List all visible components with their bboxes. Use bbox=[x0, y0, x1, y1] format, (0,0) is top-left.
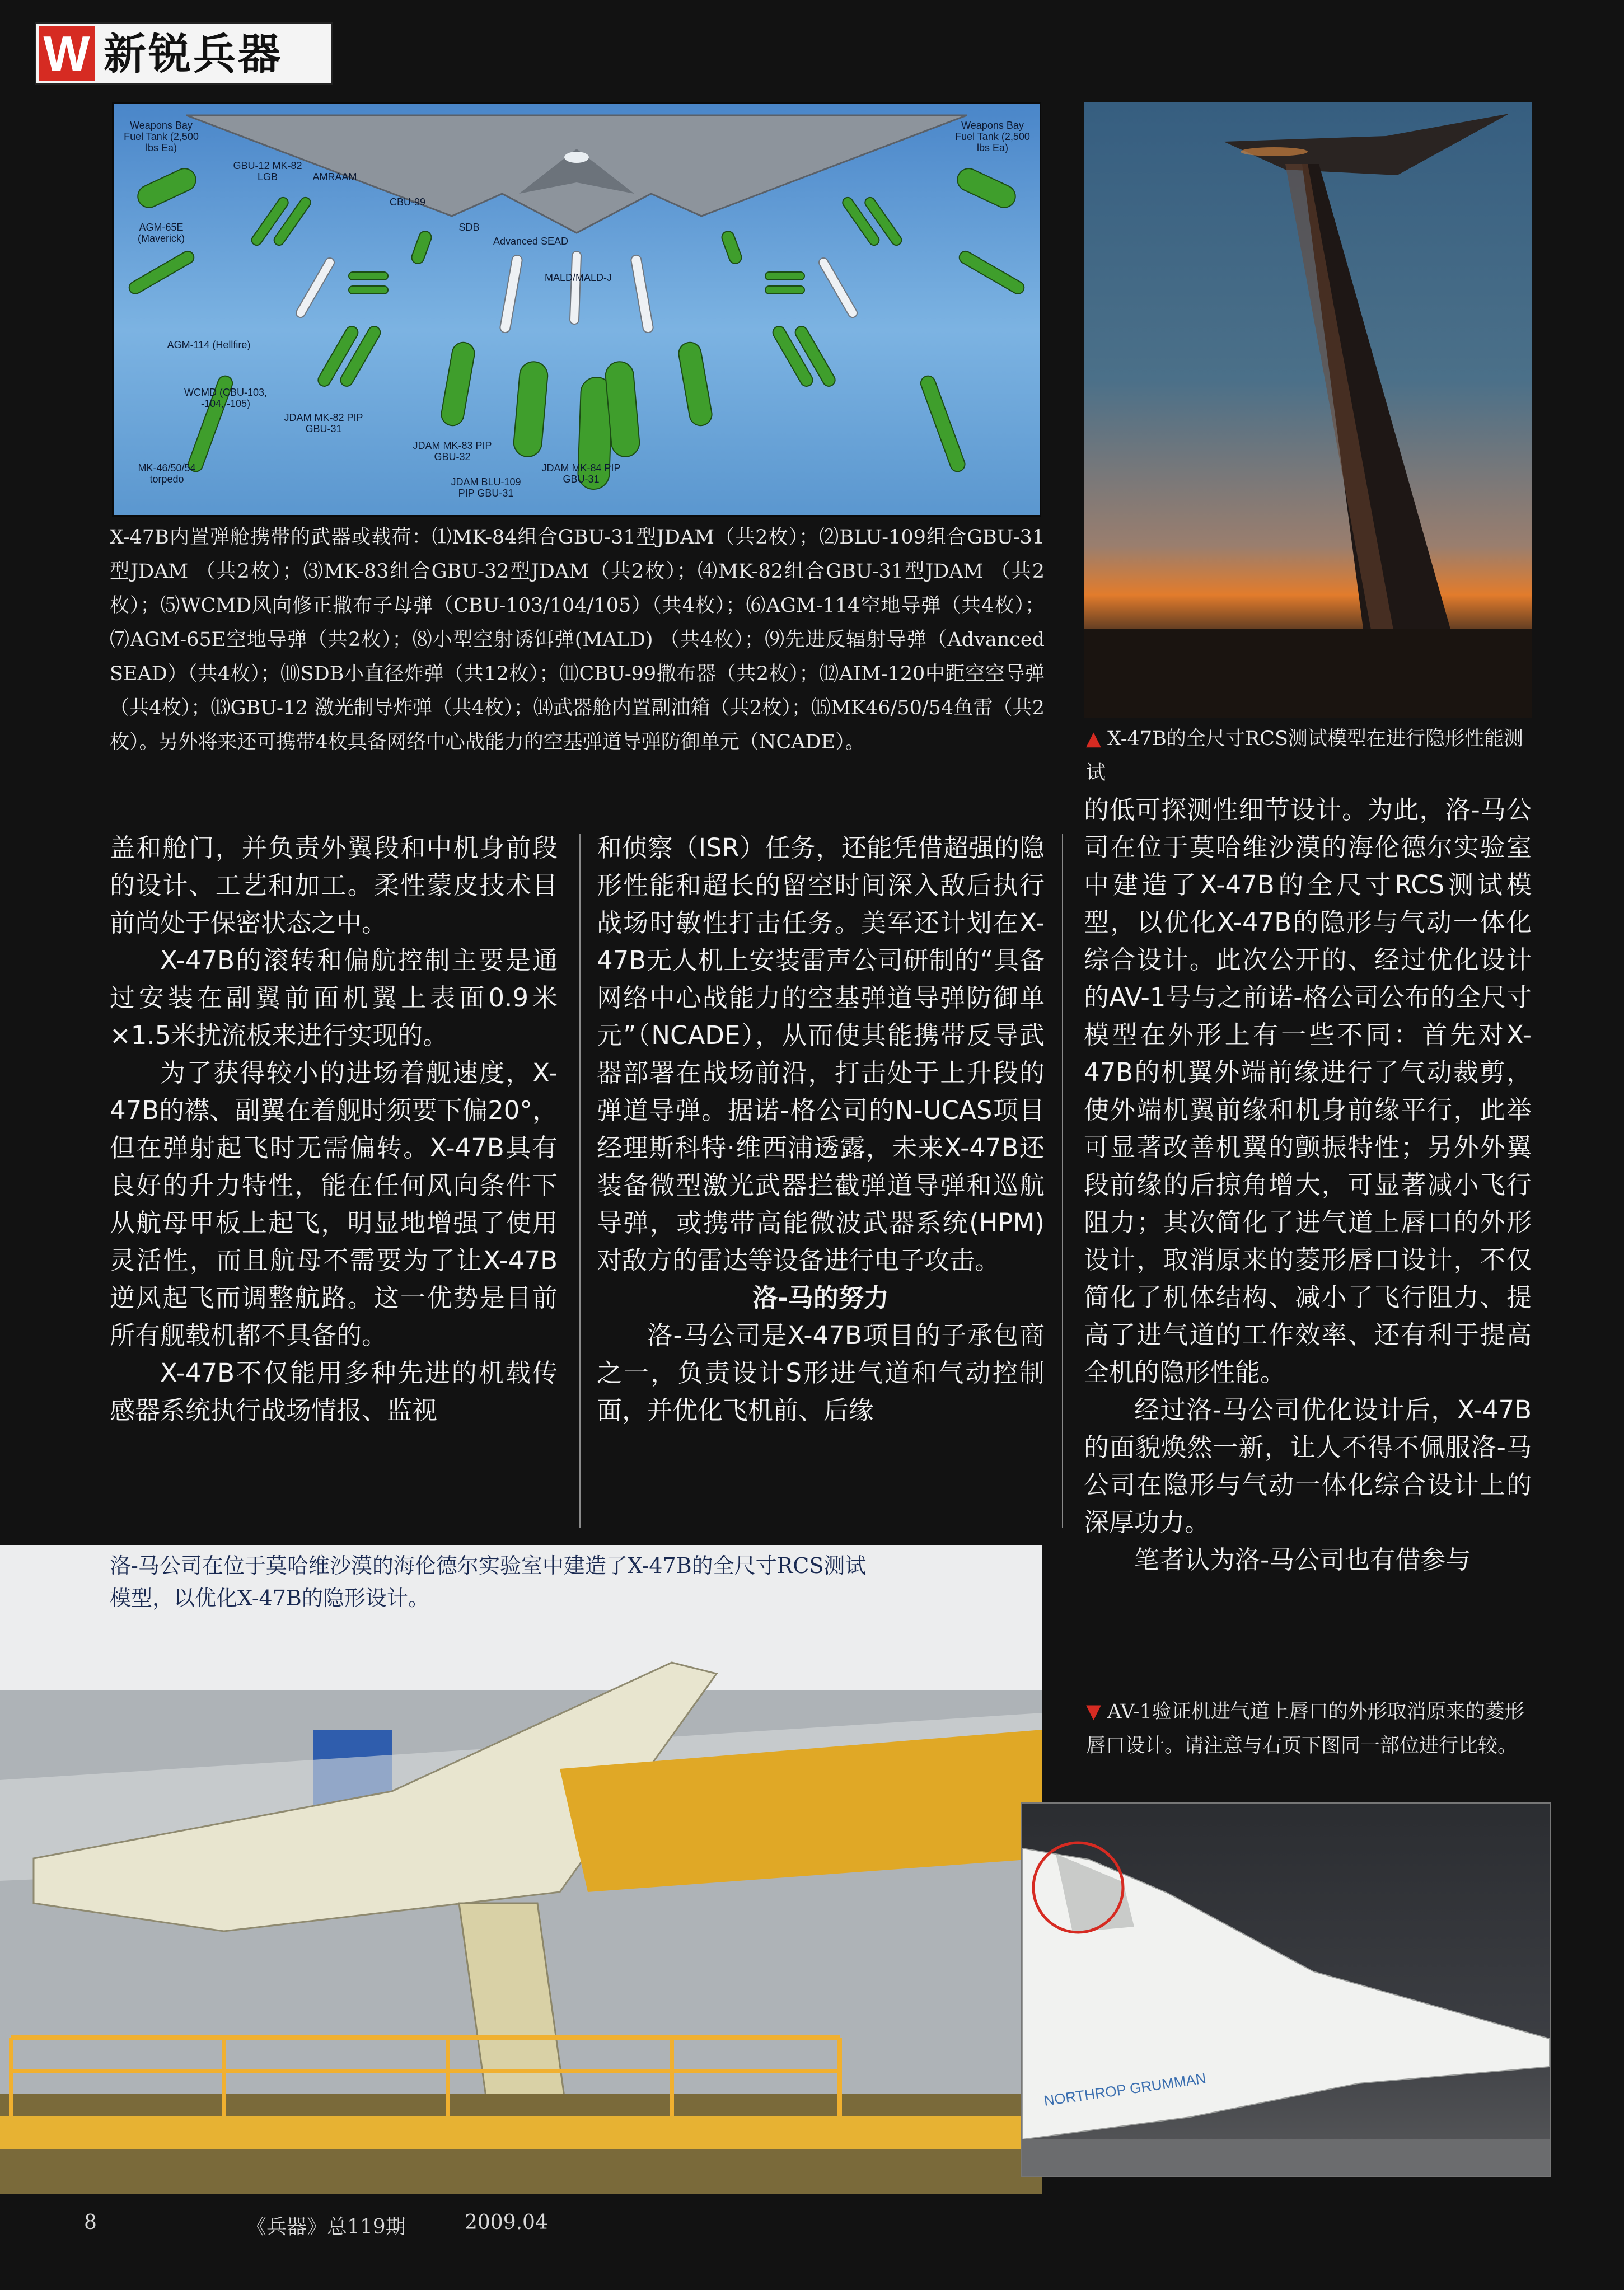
paragraph: 为了获得较小的进场着舰速度，X-47B的襟、副翼在着舰时须要下偏20°，但在弹射起飞时无需偏转。X-47B具有良好的升力特性，能在任何风向条件下从航母甲板上起飞，明显地增强了使用灵活性，而且航母不需要为了让X-47B逆风起飞而调整航路。这一优势是目前所有舰载机都不具备的。 bbox=[110, 1058, 558, 1350]
label-torpedo: MK-46/50/54 torpedo bbox=[138, 462, 196, 485]
amraam-right bbox=[817, 256, 859, 319]
model-aircraft bbox=[1224, 114, 1509, 175]
cbu99-left bbox=[410, 230, 433, 265]
munitions-right bbox=[605, 165, 1027, 474]
sead-right bbox=[630, 255, 654, 334]
fuel-tank-left bbox=[134, 165, 200, 212]
fuel-tank-right bbox=[954, 165, 1019, 212]
page-number: 8 bbox=[84, 2211, 97, 2234]
model-glow bbox=[1241, 147, 1308, 156]
label-agm65: AGM-65E (Maverick) bbox=[138, 222, 185, 244]
x47b-highlight bbox=[564, 152, 589, 163]
paragraph: 笔者认为洛-马公司也有借参与 bbox=[1134, 1545, 1471, 1575]
label-gbu12: GBU-12 MK-82 LGB bbox=[233, 160, 302, 182]
paragraph: 经过洛-马公司优化设计后，X-47B的面貌焕然一新，让人不得不佩服洛-马公司在隐形与气动一体化综合设计上的深厚功力。 bbox=[1084, 1395, 1532, 1537]
sead-left bbox=[499, 255, 523, 334]
sdb-left-2 bbox=[349, 286, 388, 294]
triangle-up-icon: ▲ bbox=[1086, 728, 1101, 750]
jdam-mk82-right bbox=[677, 341, 713, 428]
agm65-right bbox=[957, 249, 1027, 296]
article-column-2 bbox=[597, 829, 1045, 1429]
agm65-left bbox=[127, 249, 196, 296]
hangar-photo-art bbox=[0, 1545, 1042, 2194]
column-divider bbox=[579, 834, 581, 1528]
label-jdam-blu109: JDAM BLU-109 PIP GBU-31 bbox=[451, 476, 521, 499]
label-sdb: SDB bbox=[458, 222, 480, 233]
paragraph: X-47B不仅能用多种先进的机载传感器系统执行战场情报、监视 bbox=[110, 1358, 558, 1425]
weapons-loadout-figure bbox=[112, 102, 1041, 517]
jdam-mk82-left bbox=[439, 341, 476, 428]
rcs-caption-text: X-47B的全尺寸RCS测试模型在进行隐形性能测试 bbox=[1086, 728, 1523, 784]
paragraph: X-47B的滚转和偏航控制主要是通过安装在副翼前面机翼上表面0.9米×1.5米扰流板来进行实现的。 bbox=[110, 945, 558, 1050]
hangar-rcs-model-photo bbox=[0, 1545, 1042, 2194]
label-cbu99: CBU-99 bbox=[389, 196, 426, 208]
fuselage-marking: NORTHROP GRUMMAN bbox=[1042, 2069, 1208, 2109]
triangle-down-icon: ▼ bbox=[1086, 1701, 1101, 1723]
hangar-caption: 洛-马公司在位于莫哈维沙漠的海伦德尔实验室中建造了X-47B的全尺寸RCS测试模型，以优化X-47B的隐形设计。 bbox=[110, 1553, 867, 1610]
label-jdam-mk83: JDAM MK-83 PIP GBU-32 bbox=[413, 440, 492, 462]
sdb-right-2 bbox=[765, 286, 804, 294]
label-fuel-tank: Weapons Bay Fuel Tank (2,500 lbs Ea) bbox=[955, 120, 1030, 153]
paragraph: 洛-马公司是X-47B项目的子承包商之一，负责设计S形进气道和气动控制面，并优化飞机前、后缘 bbox=[597, 1320, 1045, 1425]
paragraph: 和侦察（ISR）任务，还能凭借超强的隐形性能和超长的留空时间深入敌后执行战场时敏性打击任务。美军还计划在X-47B无人机上安装雷声公司研制的“具备网络中心战能力的空基弹道导弹防御单元”（NCADE），从而使其能携带反导武器部署在战场前沿，打击处于上升段的弹道导弹。据诺-格公司的N-UCAS项目经理斯科特·维西浦透露，未来X-47B还装备微型激光武器拦截弹道导弹和巡航导弹，或携带高能微波武器系统(HPM)对敌方的雷达等设备进行电子攻击。 bbox=[597, 833, 1045, 1275]
label-fuel-tank-left: Weapons Bay Fuel Tank (2,500 lbs Ea) bbox=[124, 120, 199, 153]
sdb-left-1 bbox=[349, 272, 388, 280]
label-amraam: AMRAAM bbox=[312, 171, 357, 182]
desert-ground bbox=[1084, 629, 1532, 718]
label-wcmd: WCMD (CBU-103, -104, -105) bbox=[184, 387, 267, 409]
rcs-caption bbox=[1086, 722, 1534, 790]
section-title: 新锐兵器 bbox=[104, 29, 283, 79]
torpedo-right bbox=[919, 374, 967, 474]
mald bbox=[570, 251, 582, 324]
yellow-platform bbox=[0, 2116, 1042, 2149]
label-mald: MALD/MALD-J bbox=[544, 272, 612, 283]
av1-intake-photo bbox=[1021, 1802, 1551, 2177]
cbu99-right bbox=[720, 230, 743, 265]
av1-caption bbox=[1086, 1695, 1534, 1763]
av1-caption-text: AV-1验证机进气道上唇口的外形取消原来的菱形唇口设计。请注意与右页下图同一部位进行比较。 bbox=[1086, 1701, 1524, 1757]
paragraph: 盖和舱门，并负责外翼段和中机身前段的设计、工艺和加工。柔性蒙皮技术目前尚处于保密状态之中。 bbox=[110, 833, 558, 938]
label-sead: Advanced SEAD bbox=[493, 236, 569, 247]
article-column-1 bbox=[110, 829, 558, 1429]
label-agm114: AGM-114 (Hellfire) bbox=[167, 339, 251, 350]
amraam-left bbox=[294, 256, 336, 319]
column-divider bbox=[1062, 834, 1063, 1528]
sdb-right-1 bbox=[765, 272, 804, 280]
label-jdam-mk82: JDAM MK-82 PIP GBU-31 bbox=[284, 412, 363, 434]
subheading: 洛-马的努力 bbox=[752, 1283, 889, 1313]
weapons-caption: X-47B内置弹舱携带的武器或载荷：⑴MK-84组合GBU-31型JDAM（共2枚）；⑵BLU-109组合GBU-31型JDAM （共2枚）；⑶MK-83组合GBU-32型JDAM（共2枚）；⑷MK-82组合GBU-31型JDAM （共2枚）；⑸WCMD风向修正撒布子母弹（CBU-103/104/105）（共4枚）；⑹AGM-114空地导弹（共4枚）；⑺AGM-65E空地导弹（共2枚）；⑻小型空射诱饵弹(MALD) （共4枚）；⑼先进反辐射导弹（Advanced SEAD）（共4枚）；⑽SDB小直径炸弹（共12枚）；⑾CBU-99撒布器（共2枚）；⑿AIM-120中距空空导弹（共4枚）；⒀GBU-12 激光制导炸弹（共4枚）；⒁武器舱内置副油箱（共2枚）；⒂MK46/50/54鱼雷（共2枚）。另外将来还可携带4枚具备网络中心战能力的空基弹道导弹防御单元（NCADE）。 bbox=[110, 526, 1045, 753]
rcs-photo-art bbox=[1084, 102, 1532, 718]
issue-date: 2009.04 bbox=[465, 2211, 548, 2234]
av1-photo-art bbox=[1022, 1804, 1550, 2176]
jdam-mk83-left bbox=[513, 360, 549, 458]
article-column-3 bbox=[1084, 791, 1532, 1579]
hangar-floor bbox=[1022, 2139, 1550, 2176]
paragraph: 的低可探测性细节设计。为此，洛-马公司在位于莫哈维沙漠的海伦德尔实验室中建造了X-47B的全尺寸RCS测试模型，以优化X-47B的隐形与气动一体化综合设计。此次公开的、经过优化设计的AV-1号与之前诺-格公司公布的全尺寸模型在外形上有一些不同：首先对X-47B的机翼外端前缘进行了气动裁剪，使外端机翼前缘和机身前缘平行，此举可显著改善机翼的颤振特性；另外外翼段前缘的后掠角增大，可显著减小飞行阻力；其次简化了进气道上唇口的外形设计，取消原来的菱形唇口设计，不仅简化了机体结构、减小了飞行阻力、提高了进气道的工作效率、还有利于提高全机的隐形性能。 bbox=[1084, 795, 1532, 1387]
section-header bbox=[35, 22, 333, 85]
magazine-issue: 《兵器》总119期 bbox=[246, 2216, 406, 2239]
label-jdam-mk84: JDAM MK-84 PIP GBU-31 bbox=[541, 462, 621, 485]
magazine-logo: W bbox=[39, 26, 95, 81]
rcs-model-night-photo bbox=[1084, 102, 1532, 718]
